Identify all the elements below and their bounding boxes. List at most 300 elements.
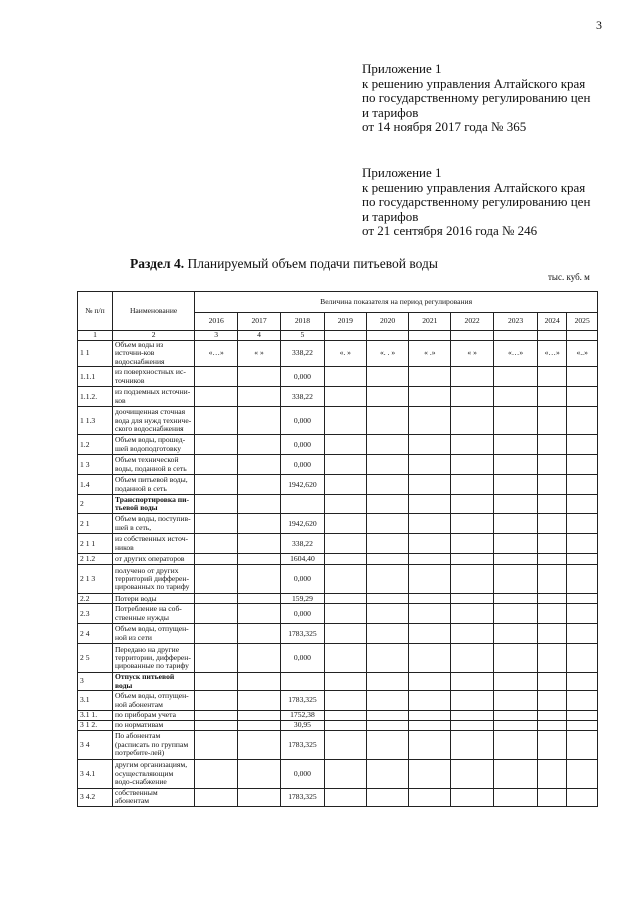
column-index-cell <box>567 331 598 341</box>
value-cell <box>409 673 451 691</box>
value-cell <box>451 604 494 624</box>
row-number: 1.4 <box>78 475 113 495</box>
value-cell <box>238 435 281 455</box>
value-cell <box>494 534 538 554</box>
value-cell <box>567 644 598 673</box>
value-cell: « » <box>451 341 494 367</box>
value-cell <box>494 367 538 387</box>
value-cell <box>567 673 598 691</box>
value-cell <box>451 789 494 807</box>
value-cell <box>324 407 366 435</box>
value-cell <box>494 691 538 711</box>
value-cell <box>324 711 366 721</box>
value-cell <box>451 691 494 711</box>
value-cell <box>409 367 451 387</box>
value-cell <box>494 789 538 807</box>
table-row <box>78 624 598 644</box>
value-cell <box>324 387 366 407</box>
column-index-cell <box>538 331 567 341</box>
year-header: 2019 <box>324 313 366 331</box>
value-cell <box>409 604 451 624</box>
value-cell: 0,000 <box>280 604 324 624</box>
year-header: 2017 <box>238 313 281 331</box>
appendix-line: Приложение 1 <box>362 61 442 76</box>
value-cell <box>538 534 567 554</box>
column-index-cell <box>366 331 409 341</box>
column-index-row <box>78 331 598 341</box>
value-cell <box>366 475 409 495</box>
section-title <box>130 256 438 272</box>
value-cell: 0,000 <box>280 407 324 435</box>
row-name: Объем технической воды, поданной в сеть <box>112 455 194 475</box>
value-cell <box>409 624 451 644</box>
value-cell <box>567 554 598 565</box>
year-header: 2022 <box>451 313 494 331</box>
row-number: 2 1 <box>78 514 113 534</box>
value-cell <box>366 594 409 604</box>
value-cell <box>494 435 538 455</box>
value-cell: «…» <box>538 341 567 367</box>
table-row <box>78 455 598 475</box>
value-cell <box>451 387 494 407</box>
value-cell <box>324 731 366 760</box>
value-cell <box>409 475 451 495</box>
row-name: Потери воды <box>112 594 194 604</box>
column-index-cell: 3 <box>195 331 238 341</box>
value-cell <box>195 721 238 731</box>
value-cell <box>409 387 451 407</box>
row-name: другим организациям, осуществляющим водо-снабжение <box>112 760 194 789</box>
value-cell: 1942,620 <box>280 514 324 534</box>
row-name: По абонентам (расписать по группам потребите-лей) <box>112 731 194 760</box>
value-cell <box>409 534 451 554</box>
value-cell <box>324 475 366 495</box>
value-cell <box>538 673 567 691</box>
section-label: Раздел 4. <box>130 256 185 271</box>
value-cell <box>409 554 451 565</box>
appendix-line: по государственному регулированию цен <box>362 194 591 209</box>
value-cell <box>538 721 567 731</box>
value-cell <box>366 673 409 691</box>
value-cell <box>238 691 281 711</box>
value-cell <box>366 624 409 644</box>
value-cell <box>409 455 451 475</box>
table-row <box>78 711 598 721</box>
value-cell <box>538 644 567 673</box>
appendix-line: Приложение 1 <box>362 165 442 180</box>
value-cell: «…» <box>195 341 238 367</box>
value-cell <box>238 387 281 407</box>
table-row <box>78 691 598 711</box>
value-cell <box>451 731 494 760</box>
row-name: Отпуск питьевой воды <box>112 673 194 691</box>
row-name: собственным абонентам <box>112 789 194 807</box>
value-cell <box>366 711 409 721</box>
value-cell <box>567 514 598 534</box>
value-cell <box>324 760 366 789</box>
value-cell <box>538 514 567 534</box>
value-cell <box>238 760 281 789</box>
row-name: Транспортировка пи-тьевой воды <box>112 495 194 514</box>
value-cell <box>366 644 409 673</box>
value-cell <box>366 604 409 624</box>
value-cell <box>366 495 409 514</box>
value-cell <box>238 565 281 594</box>
value-cell <box>567 604 598 624</box>
value-cell <box>238 673 281 691</box>
value-cell <box>567 711 598 721</box>
value-cell <box>280 495 324 514</box>
value-cell <box>494 514 538 534</box>
value-cell <box>324 624 366 644</box>
value-cell <box>451 534 494 554</box>
value-cell <box>451 554 494 565</box>
value-cell <box>567 760 598 789</box>
value-cell <box>538 475 567 495</box>
row-name: из собственных источ-ников <box>112 534 194 554</box>
value-cell <box>324 435 366 455</box>
row-number: 1 3 <box>78 455 113 475</box>
table-row <box>78 789 598 807</box>
value-cell <box>324 455 366 475</box>
value-cell <box>494 565 538 594</box>
table-row <box>78 565 598 594</box>
value-cell <box>538 624 567 644</box>
value-cell <box>238 407 281 435</box>
value-cell <box>366 435 409 455</box>
row-number: 2 1 1 <box>78 534 113 554</box>
units-label: тыс. куб. м <box>548 272 590 282</box>
row-name: Объем воды из источни-ков водоснабжения <box>112 341 194 367</box>
value-cell: 338,22 <box>280 387 324 407</box>
column-index-cell <box>324 331 366 341</box>
value-cell <box>451 514 494 534</box>
row-number: 3.1 <box>78 691 113 711</box>
value-cell <box>538 604 567 624</box>
table-row <box>78 407 598 435</box>
value-cell: «…» <box>494 341 538 367</box>
value-cell <box>238 534 281 554</box>
value-cell <box>324 534 366 554</box>
value-cell: « » <box>238 341 281 367</box>
value-cell: 0,000 <box>280 565 324 594</box>
value-cell <box>324 495 366 514</box>
column-index-cell <box>451 331 494 341</box>
value-cell <box>567 534 598 554</box>
value-cell <box>195 554 238 565</box>
value-cell <box>451 624 494 644</box>
value-cell <box>538 554 567 565</box>
value-cell <box>409 789 451 807</box>
appendix-line: от 21 сентября 2016 года № 246 <box>362 223 538 238</box>
value-cell <box>567 721 598 731</box>
value-cell: 0,000 <box>280 455 324 475</box>
table-row <box>78 673 598 691</box>
value-cell <box>494 721 538 731</box>
row-number: 3 4 <box>78 731 113 760</box>
table-row <box>78 534 598 554</box>
value-cell <box>195 455 238 475</box>
value-cell <box>409 407 451 435</box>
row-name: Объем воды, отпущен-ной из сети <box>112 624 194 644</box>
value-cell <box>195 760 238 789</box>
value-cell: 0,000 <box>280 644 324 673</box>
value-cell: « .» <box>409 341 451 367</box>
value-cell <box>494 760 538 789</box>
value-cell <box>324 594 366 604</box>
value-cell <box>409 565 451 594</box>
value-cell <box>567 731 598 760</box>
table-row <box>78 341 598 367</box>
value-cell <box>366 554 409 565</box>
value-cell <box>494 731 538 760</box>
year-header: 2020 <box>366 313 409 331</box>
value-cell <box>409 721 451 731</box>
value-cell <box>324 721 366 731</box>
value-cell <box>567 495 598 514</box>
value-cell <box>567 475 598 495</box>
value-cell <box>366 789 409 807</box>
value-cell <box>451 455 494 475</box>
value-cell <box>451 475 494 495</box>
value-cell <box>538 711 567 721</box>
row-name: Объем воды, поступив-шей в сеть, <box>112 514 194 534</box>
value-cell <box>567 691 598 711</box>
year-header: 2016 <box>195 313 238 331</box>
table-row <box>78 721 598 731</box>
value-cell <box>451 644 494 673</box>
row-number: 3 4.1 <box>78 760 113 789</box>
value-cell <box>451 367 494 387</box>
value-cell <box>538 789 567 807</box>
year-header: 2025 <box>567 313 598 331</box>
value-cell: «..» <box>567 341 598 367</box>
value-cell <box>538 367 567 387</box>
value-cell <box>195 367 238 387</box>
year-header: 2018 <box>280 313 324 331</box>
row-name: по нормативам <box>112 721 194 731</box>
column-index-cell <box>409 331 451 341</box>
column-index-cell: 1 <box>78 331 113 341</box>
value-cell <box>324 644 366 673</box>
value-cell <box>451 495 494 514</box>
value-cell <box>567 435 598 455</box>
value-cell <box>238 721 281 731</box>
row-number: 2 1 3 <box>78 565 113 594</box>
value-cell: 1783,325 <box>280 624 324 644</box>
value-cell <box>238 644 281 673</box>
appendix-header-2016 <box>362 166 590 239</box>
value-cell <box>494 407 538 435</box>
value-cell <box>567 624 598 644</box>
value-cell: 1752,38 <box>280 711 324 721</box>
column-index-cell: 2 <box>112 331 194 341</box>
value-cell <box>538 435 567 455</box>
value-cell <box>366 514 409 534</box>
column-header-number: № п/п <box>78 292 113 331</box>
value-cell <box>409 691 451 711</box>
table-row <box>78 594 598 604</box>
value-cell <box>409 711 451 721</box>
table-row <box>78 731 598 760</box>
table-row <box>78 604 598 624</box>
value-cell <box>567 594 598 604</box>
value-cell <box>409 644 451 673</box>
table-row <box>78 495 598 514</box>
period-header: Величина показателя на период регулирования <box>195 292 598 313</box>
value-cell <box>538 387 567 407</box>
table-row <box>78 760 598 789</box>
value-cell <box>195 691 238 711</box>
value-cell <box>567 367 598 387</box>
table-body <box>78 341 598 807</box>
value-cell <box>238 367 281 387</box>
value-cell <box>324 367 366 387</box>
value-cell: 1604,40 <box>280 554 324 565</box>
value-cell <box>195 711 238 721</box>
appendix-header-2017 <box>362 62 590 135</box>
value-cell: 1942,620 <box>280 475 324 495</box>
value-cell <box>238 624 281 644</box>
value-cell <box>366 407 409 435</box>
value-cell <box>451 721 494 731</box>
table-row <box>78 554 598 565</box>
value-cell <box>451 435 494 455</box>
value-cell <box>324 673 366 691</box>
value-cell <box>324 691 366 711</box>
value-cell <box>366 367 409 387</box>
row-name: от других операторов <box>112 554 194 565</box>
row-name: по приборам учета <box>112 711 194 721</box>
value-cell: 30,95 <box>280 721 324 731</box>
row-number: 3.1 1. <box>78 711 113 721</box>
table-row <box>78 475 598 495</box>
value-cell <box>195 594 238 604</box>
value-cell <box>238 475 281 495</box>
value-cell <box>494 475 538 495</box>
value-cell <box>451 565 494 594</box>
value-cell <box>195 789 238 807</box>
value-cell <box>195 624 238 644</box>
value-cell <box>366 731 409 760</box>
value-cell <box>538 407 567 435</box>
value-cell <box>538 691 567 711</box>
value-cell <box>409 495 451 514</box>
row-number: 3 <box>78 673 113 691</box>
row-name: Объем питьевой воды, поданной в сеть <box>112 475 194 495</box>
row-name: Передано на другие территории, дифферен-цированные по тарифу <box>112 644 194 673</box>
value-cell <box>567 565 598 594</box>
row-number: 1.2 <box>78 435 113 455</box>
value-cell <box>409 760 451 789</box>
value-cell <box>366 691 409 711</box>
value-cell <box>195 387 238 407</box>
value-cell <box>324 565 366 594</box>
value-cell <box>409 594 451 604</box>
value-cell <box>567 455 598 475</box>
value-cell <box>238 731 281 760</box>
row-name: Объем воды, отпущен-ной абонентам <box>112 691 194 711</box>
table-row <box>78 435 598 455</box>
row-number: 1 1 <box>78 341 113 367</box>
value-cell: 338,22 <box>280 534 324 554</box>
value-cell <box>195 407 238 435</box>
value-cell <box>238 554 281 565</box>
value-cell: «. » <box>324 341 366 367</box>
table-row <box>78 514 598 534</box>
value-cell <box>195 514 238 534</box>
value-cell <box>451 760 494 789</box>
appendix-line: от 14 ноября 2017 года № 365 <box>362 119 527 134</box>
row-number: 1.1.1 <box>78 367 113 387</box>
value-cell <box>494 594 538 604</box>
value-cell <box>366 721 409 731</box>
value-cell: 1783,325 <box>280 789 324 807</box>
row-number: 3 4.2 <box>78 789 113 807</box>
value-cell <box>451 594 494 604</box>
value-cell <box>494 554 538 565</box>
value-cell <box>494 455 538 475</box>
year-header: 2023 <box>494 313 538 331</box>
value-cell <box>567 407 598 435</box>
row-number: 2.2 <box>78 594 113 604</box>
row-name: из поверхностных ис-точников <box>112 367 194 387</box>
value-cell: 0,000 <box>280 367 324 387</box>
value-cell <box>195 604 238 624</box>
value-cell: 0,000 <box>280 435 324 455</box>
value-cell <box>567 789 598 807</box>
value-cell <box>195 475 238 495</box>
value-cell <box>451 711 494 721</box>
value-cell <box>195 435 238 455</box>
value-cell <box>324 554 366 565</box>
value-cell <box>238 514 281 534</box>
row-name: полученo от других территорий дифферен-цированных по тарифу <box>112 565 194 594</box>
section-heading: Планируемый объем подачи питьевой воды <box>187 256 438 271</box>
value-cell <box>366 760 409 789</box>
appendix-line: и тарифов <box>362 208 419 224</box>
page-number: 3 <box>596 18 602 32</box>
value-cell <box>538 495 567 514</box>
appendix-line: к решению управления Алтайского края <box>362 75 586 91</box>
value-cell <box>195 495 238 514</box>
column-index-cell: 4 <box>238 331 281 341</box>
row-number: 2 5 <box>78 644 113 673</box>
value-cell <box>538 731 567 760</box>
row-name: Объем воды, прошед-шей водоподготовку <box>112 435 194 455</box>
value-cell: 1783,325 <box>280 731 324 760</box>
row-number: 2 1.2 <box>78 554 113 565</box>
value-cell <box>324 514 366 534</box>
value-cell <box>494 673 538 691</box>
value-cell <box>494 644 538 673</box>
column-header-name: Наименование <box>112 292 194 331</box>
row-name: Потребление на соб-ственные нужды <box>112 604 194 624</box>
value-cell <box>366 565 409 594</box>
value-cell <box>494 495 538 514</box>
value-cell <box>494 604 538 624</box>
appendix-line: и тарифов <box>362 104 419 120</box>
table-row <box>78 387 598 407</box>
value-cell <box>195 673 238 691</box>
value-cell <box>494 711 538 721</box>
value-cell <box>409 514 451 534</box>
row-number: 2 <box>78 495 113 514</box>
value-cell: 159,29 <box>280 594 324 604</box>
value-cell <box>280 673 324 691</box>
value-cell <box>195 644 238 673</box>
value-cell <box>366 387 409 407</box>
